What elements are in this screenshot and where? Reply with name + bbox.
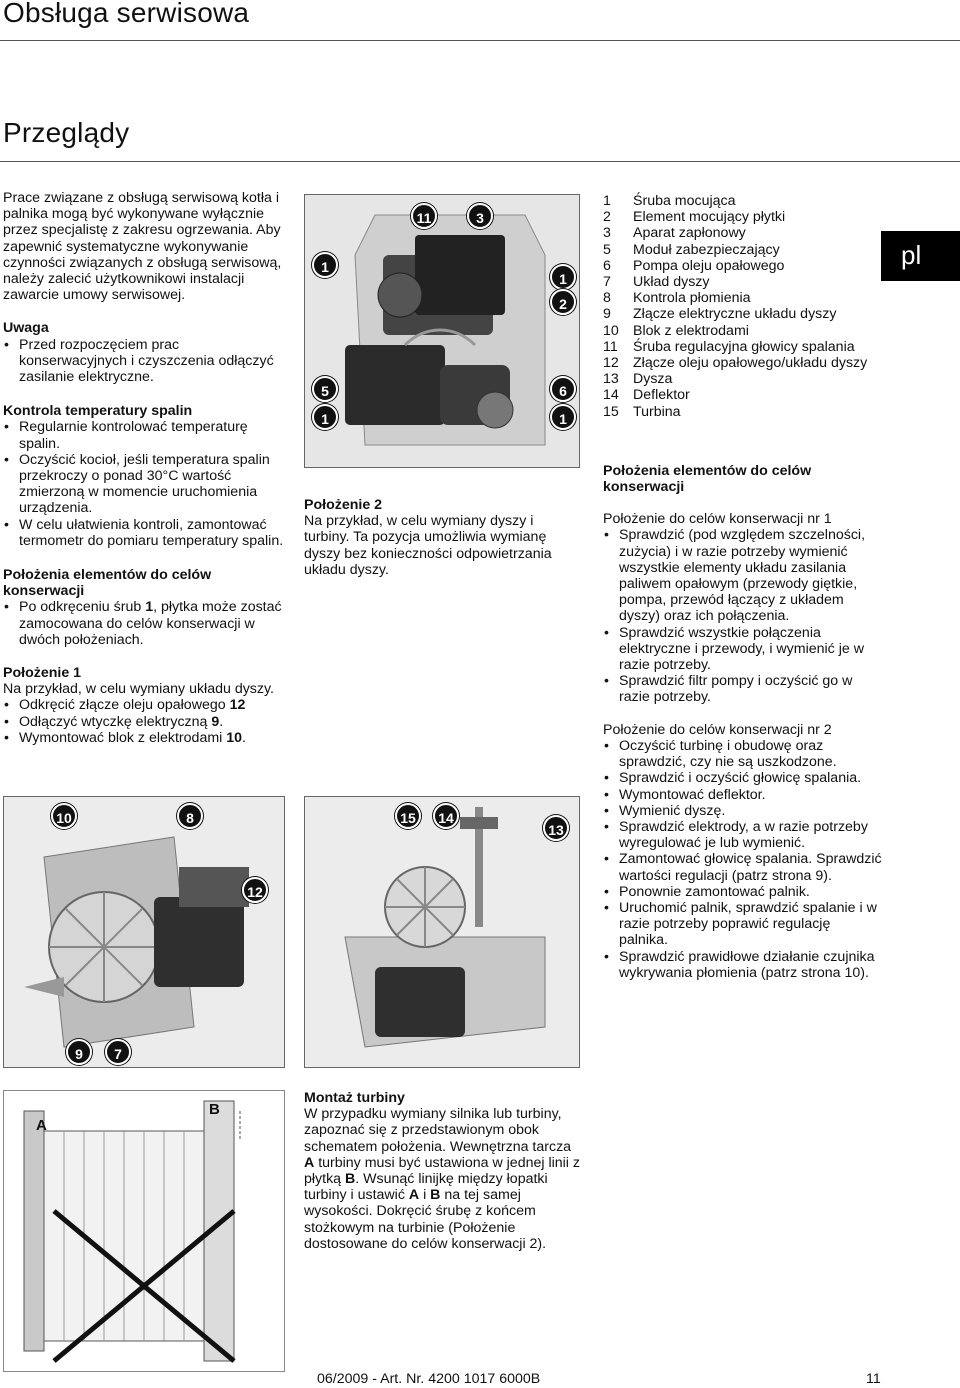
callout-badge: 5 — [312, 376, 338, 402]
warning-title: Uwaga — [3, 320, 49, 337]
list-item: • Sprawdzić filtr pompy i oczyścić go w razie potrzeby. — [603, 673, 883, 705]
callout-badge: 12 — [242, 877, 268, 903]
list-item: • Sprawdzić wszystkie połączenia elektryczne i przewody, i wymienić je w razie potrzeby. — [603, 625, 883, 674]
position1-list — [3, 697, 285, 746]
callout-badge: 14 — [433, 803, 459, 829]
legend-label: Złącze oleju opałowego/układu dyszy — [633, 355, 868, 372]
positions-title: Położenia elementów do celów konserwacji — [3, 567, 212, 600]
callout-badge: 7 — [105, 1039, 131, 1065]
callout-badge: 1 — [550, 404, 576, 430]
legend-label: Kontrola płomienia — [633, 290, 751, 307]
maintenance-nr1-title: Położenie do celów konserwacji nr 1 — [603, 511, 832, 528]
legend-row — [603, 209, 883, 225]
legend-number: 6 — [603, 257, 611, 274]
legend-label: Śruba regulacyjna głowicy spalania — [633, 338, 855, 355]
flue-temp-title: Kontrola temperatury spalin — [3, 403, 193, 420]
callout-badge: 9 — [66, 1039, 92, 1065]
position2-text: Na przykład, w celu wymiany dyszy i turbiny. Ta pozycja umożliwia wymianę dyszy bez konieczności odpowietrzania układu dyszy. — [304, 513, 552, 578]
list-item: • Oczyścić turbinę i obudowę oraz sprawdzić, czy nie są uszkodzone. — [603, 738, 883, 770]
intro-paragraph: Prace związane z obsługą serwisową kotła i palnika mogą być wykonywane wyłącznie przez specjalistę z zakresu ogrzewania. Aby zapewnić systematyczne wykonywanie czynności związanych z obsługą serwisową, należy zalecić użytkownikowi instalacji zawarcie umowy serwisowej. — [3, 190, 282, 304]
burner-illustration — [305, 195, 580, 468]
list-item: • Sprawdzić i oczyścić głowicę spalania. — [603, 770, 883, 786]
flue-temp-list — [3, 419, 285, 549]
turbine-assembly-block — [304, 1090, 580, 1252]
list-item: • Przed rozpoczęciem prac konserwacyjnych i czyszczenia odłączyć zasilanie elektryczne. — [3, 337, 285, 386]
position1-title: Położenie 1 — [3, 665, 82, 682]
legend-number: 11 — [603, 338, 618, 355]
legend-label: Dysza — [633, 371, 673, 388]
list-item: • Ponownie zamontować palnik. — [603, 884, 883, 900]
legend-row — [603, 258, 883, 274]
warning-list — [3, 337, 285, 386]
legend-label: Element mocujący płytki — [633, 209, 786, 226]
component-legend — [603, 193, 883, 981]
list-item: • Wymontować blok z elektrodami 10. — [3, 730, 285, 746]
callout-badge: 15 — [395, 803, 421, 829]
legend-number: 14 — [603, 387, 619, 404]
legend-row — [603, 274, 883, 290]
page-title: Obsługa serwisowa — [3, 0, 250, 28]
list-item: • Uruchomić palnik, sprawdzić spalanie i w razie potrzeby poprawić regulację palnika. — [603, 900, 883, 949]
label-a: A — [36, 1117, 47, 1134]
legend-number: 12 — [603, 355, 619, 372]
page-number: 11 — [866, 1371, 881, 1387]
legend-number: 15 — [603, 403, 619, 420]
legend-row — [603, 387, 883, 403]
legend-number: 9 — [603, 306, 611, 323]
list-item: • Po odkręceniu śrub 1, płytka może zostać zamocowana do celów konserwacji w dwóch położeniach. — [3, 599, 285, 648]
legend-label: Moduł zabezpieczający — [633, 241, 780, 258]
section-divider — [0, 161, 960, 162]
legend-row — [603, 242, 883, 258]
legend-label: Pompa oleju opałowego — [633, 257, 785, 274]
list-item: • Oczyścić kocioł, jeśli temperatura spalin przekroczy o ponad 30°C wartość zmierzoną w momencie uruchomienia urządzenia. — [3, 452, 285, 517]
legend-row — [603, 355, 883, 371]
list-item: • Zamontować głowicę spalania. Sprawdzić wartości regulacji (patrz strona 9). — [603, 851, 883, 883]
list-item: • W celu ułatwienia kontroli, zamontować termometr do pomiaru temperatury spalin. — [3, 517, 285, 549]
callout-badge: 1 — [312, 252, 338, 278]
section-title: Przeglądy — [3, 117, 130, 148]
turbine-illustration — [305, 797, 580, 1068]
legend-number: 7 — [603, 274, 611, 291]
legend-number: 13 — [603, 371, 619, 388]
legend-label: Aparat zapłonowy — [633, 225, 746, 242]
callout-badge: 10 — [51, 803, 77, 829]
list-item: • Odkręcić złącze oleju opałowego 12 — [3, 697, 285, 713]
legend-number: 8 — [603, 290, 611, 307]
legend-label: Deflektor — [633, 387, 690, 404]
legend-row — [603, 225, 883, 241]
legend-row — [603, 290, 883, 306]
maintenance-nr2-list — [603, 738, 883, 981]
list-item: • Sprawdzić prawidłowe działanie czujnika wykrywania płomienia (patrz strona 10). — [603, 949, 883, 981]
legend-row — [603, 404, 883, 420]
list-item: • Wymienić dyszę. — [603, 803, 883, 819]
burner-figure-position-1 — [304, 194, 580, 468]
callout-badge: 6 — [550, 376, 576, 402]
legend-row — [603, 193, 883, 209]
language-tab: pl — [881, 231, 960, 281]
legend-number: 2 — [603, 209, 611, 226]
callout-badge: 11 — [411, 203, 437, 229]
maintenance-nr2-title: Położenie do celów konserwacji nr 2 — [603, 721, 832, 738]
legend-label: Blok z elektrodami — [633, 322, 749, 339]
legend-row — [603, 339, 883, 355]
callout-badge: 8 — [177, 803, 203, 829]
legend-number: 3 — [603, 225, 611, 242]
position1-text: Na przykład, w celu wymiany układu dyszy. — [3, 681, 274, 698]
list-item: • Regularnie kontrolować temperaturę spalin. — [3, 419, 285, 451]
position2-block — [304, 497, 580, 578]
callout-badge: 3 — [467, 203, 493, 229]
turbine-text: W przypadku wymiany silnika lub turbiny, zapoznać się z przedstawionym obok schematem położenia. Wewnętrzna tarcza A turbiny musi być ustawiona w jednej linii z płytką B. Wsunąć linijkę między łopatki turbiny i ustawić A i B na tej samej wysokości. Dokręcić śrubę z końcem stożkowym na turbinie (Położenie dostosowane do celów konserwacji 2). — [304, 1106, 580, 1252]
burner-figure-position-1-open — [3, 796, 285, 1068]
burner-figure-position-2 — [304, 796, 580, 1068]
list-item: • Sprawdzić (pod względem szczelności, zużycia) i w razie potrzeby wymienić wszystkie elementy układu zasilania paliwem opałowym (przewody giętkie, pompa, przewód łączący z układem dyszy) oraz ich połączenia. — [603, 527, 883, 624]
list-item: • Wymontować deflektor. — [603, 787, 883, 803]
right-positions-title: Położenia elementów do celów konserwacji — [603, 462, 812, 496]
callout-badge: 13 — [543, 815, 569, 841]
document-number: 06/2009 - Art. Nr. 4200 1017 6000B — [317, 1371, 541, 1387]
positions-list — [3, 599, 285, 648]
left-column — [3, 190, 285, 746]
legend-number: 10 — [603, 322, 619, 339]
maintenance-nr1-list — [603, 527, 883, 705]
turbine-title: Montaż turbiny — [304, 1090, 405, 1106]
callout-badge: 2 — [550, 289, 576, 315]
callout-badge: 1 — [550, 264, 576, 290]
callout-badge: 1 — [312, 404, 338, 430]
label-b: B — [209, 1101, 220, 1118]
legend-label: Śruba mocująca — [633, 193, 736, 209]
legend-label: Układ dyszy — [633, 274, 710, 291]
legend-row — [603, 323, 883, 339]
legend-label: Złącze elektryczne układu dyszy — [633, 306, 837, 323]
turbine-alignment-figure — [3, 1090, 285, 1372]
legend-row — [603, 306, 883, 322]
list-item: • Odłączyć wtyczkę elektryczną 9. — [3, 714, 285, 730]
legend-number: 1 — [603, 193, 611, 209]
position2-title: Położenie 2 — [304, 497, 383, 513]
legend-label: Turbina — [633, 403, 681, 420]
legend-number: 5 — [603, 241, 611, 258]
burner-open-illustration — [4, 797, 285, 1068]
list-item: • Sprawdzić elektrody, a w razie potrzeby wyregulować je lub wymienić. — [603, 819, 883, 851]
legend-row — [603, 371, 883, 387]
title-divider — [0, 40, 960, 41]
